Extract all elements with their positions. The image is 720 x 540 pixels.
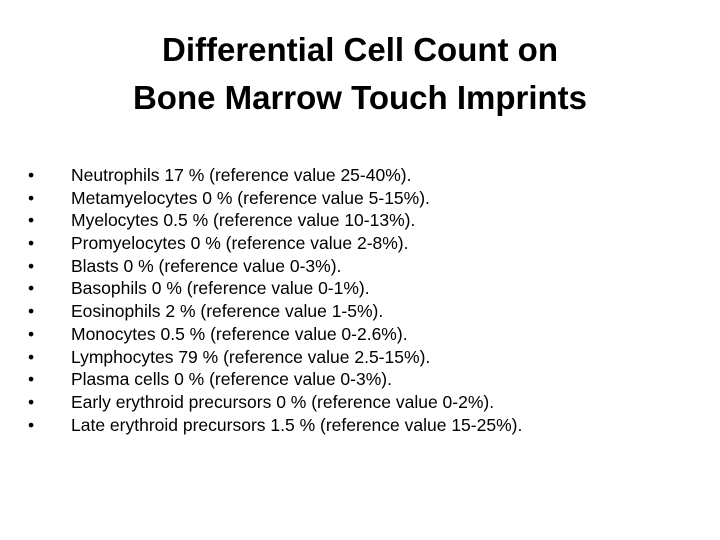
bullet-icon: •: [28, 301, 35, 322]
bullet-icon: •: [28, 414, 35, 435]
bullet-text: Promyelocytes 0 % (reference value 2-8%).: [71, 233, 409, 254]
bullet-icon: •: [28, 323, 35, 344]
bullet-icon: •: [28, 210, 35, 231]
bullet-text: Basophils 0 % (reference value 0-1%).: [71, 278, 370, 299]
bullet-text: Neutrophils 17 % (reference value 25-40%).: [71, 165, 412, 185]
bullet-icon: •: [28, 278, 35, 299]
bullet-text: Monocytes 0.5 % (reference value 0-2.6%).: [71, 323, 408, 344]
slide-title-line-1: Differential Cell Count on: [162, 31, 558, 68]
bullet-text: Early erythroid precursors 0 % (reference value 0-2%).: [71, 391, 495, 412]
slide-title: [60, 26, 660, 122]
bullet-text: Plasma cells 0 % (reference value 0-3%).: [71, 369, 392, 390]
bullet-text: Eosinophils 2 % (reference value 1-5%).: [71, 301, 384, 322]
slide-title-line-2: Bone Marrow Touch Imprints: [132, 79, 588, 116]
bullet-icon: •: [28, 165, 35, 185]
bullet-icon: •: [28, 255, 35, 276]
bullet-icon: •: [28, 233, 35, 254]
bullet-text: Lymphocytes 79 % (reference value 2.5-15%).: [71, 346, 431, 367]
bullet-icon: •: [28, 369, 35, 390]
bullet-text: Myelocytes 0.5 % (reference value 10-13%).: [71, 210, 416, 231]
bullet-text: Metamyelocytes 0 % (reference value 5-15%).: [71, 187, 430, 208]
bullet-icon: •: [28, 346, 35, 367]
bullet-icon: •: [28, 391, 35, 412]
bullet-text: Late erythroid precursors 1.5 % (reference value 15-25%).: [71, 414, 523, 435]
bullet-icon: •: [28, 187, 35, 208]
bullet-text: Blasts 0 % (reference value 0-3%).: [71, 255, 342, 276]
